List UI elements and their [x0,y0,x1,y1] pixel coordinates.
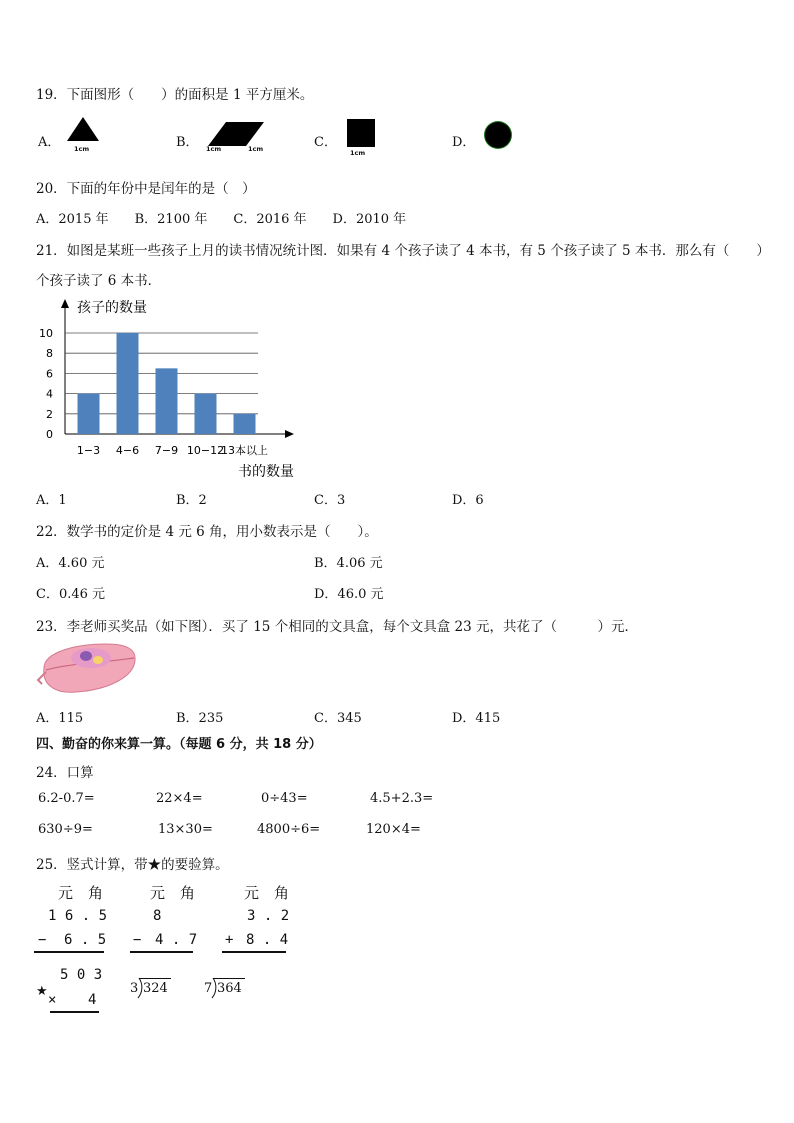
q24-expr-6: 13×30= [158,822,213,837]
q21-stem-line2: 个孩子读了 6 本书． [36,273,162,289]
vertical-2-bottom: 4 . 7 [155,932,198,948]
bar-2 [117,333,139,434]
vertical-1-bottom: 6 . 5 [64,932,107,948]
q21-option-c: C．3 [314,493,346,508]
division-1-dividend: 324 [143,981,168,996]
x-tick-label: 1−3 [76,444,101,457]
x-axis-arrow [285,430,294,438]
q22-option-b: B．4.06 元 [314,556,383,571]
vertical-1-top: 1 6 . 5 [48,908,108,924]
q24-stem: 24．口算 [36,765,94,781]
q23-stem: 23．李老师买奖品（如下图）．买了 15 个相同的文具盒，每个文具盒 23 元，共花了（ ）元． [36,619,638,635]
q24-expr-2: 22×4= [156,791,203,806]
q19-option-d: D． [452,135,476,150]
vertical-2-top: 8 [153,908,162,924]
mult-operator: × [48,992,57,1008]
bar-4 [195,394,217,434]
bar-3 [156,368,178,434]
q21-option-d: D．6 [452,493,484,508]
q19-option-c: C． [314,135,337,150]
q21-stem-line1: 21．如图是某班一些孩子上月的读书情况统计图．如果有 4 个孩子读了 4 本书，有 5 个孩子读了 5 本书．那么有（ ） [36,243,770,259]
q21-option-b: B．2 [176,493,207,508]
q24-expr-5: 630÷9= [38,822,93,837]
vertical-3-rule [222,951,286,953]
q25-stem: 25．竖式计算，带★的要验算。 [36,857,229,873]
vertical-3-top: 3 . 2 [247,908,290,924]
division-1-divisor: 3 [130,981,139,996]
q23-option-d: D．415 [452,711,501,726]
q20-stem: 20．下面的年份中是闰年的是（ ） [36,181,256,197]
y-tick-label: 8 [46,347,53,361]
bar-5 [234,414,256,434]
bar-chart [0,0,794,500]
x-tick-label: 7−9 [154,444,179,457]
q19-b-unit-left: 1cm [206,145,222,153]
mult-bottom: 4 [88,992,97,1008]
vertical-2-unit-header: 元 角 [150,884,196,902]
q24-expr-4: 4.5+2.3= [370,791,434,806]
q19-c-unit: 1cm [350,149,366,157]
y-tick-label: 0 [46,428,53,441]
vertical-2-rule [130,951,193,953]
q24-expr-3: 0÷43= [261,791,308,806]
q24-expr-8: 120×4= [366,822,421,837]
division-2-divisor: 7 [204,981,213,996]
q24-expr-7: 4800÷6= [257,822,321,837]
q19-option-a: A． [38,135,61,150]
q23-option-b: B．235 [176,711,224,726]
y-tick-label: 4 [46,387,53,401]
vertical-3-operator: + [225,932,234,948]
q19-option-b: B． [176,135,199,150]
q19-b-unit-right: 1cm [248,145,264,153]
vertical-1-rule [34,951,104,953]
mult-rule [50,1011,99,1013]
x-axis-label: 书的数量 [238,464,294,480]
chart-title: 孩子的数量 [77,300,147,316]
bar-1 [78,394,100,434]
q22-option-c: C．0.46 元 [36,587,106,602]
pencil-case-image [36,638,138,698]
division-2-dividend: 364 [217,981,242,996]
q19-stem: 19．下面图形（ ）的面积是 1 平方厘米。 [36,87,314,103]
q23-option-a: A．115 [36,711,84,726]
section-4-title: 四、勤奋的你来算一算。（每题 6 分，共 18 分） [36,737,322,752]
q21-option-a: A．1 [36,493,67,508]
star-icon: ★ [36,984,48,999]
mult-top: 5 0 3 [60,967,103,983]
vertical-1-unit-header: 元 角 [58,884,104,902]
q19-a-unit: 1cm [74,145,90,153]
vertical-1-operator: − [38,932,47,948]
q22-option-d: D．46.0 元 [314,587,384,602]
y-tick-label: 6 [46,367,53,381]
q20-options: A．2015 年 B．2100 年 C．2016 年 D．2010 年 [36,212,407,227]
q22-option-a: A．4.60 元 [36,556,105,571]
vertical-3-bottom: 8 . 4 [246,932,289,948]
x-tick-label: 4−6 [115,444,140,457]
q22-stem: 22．数学书的定价是 4 元 6 角，用小数表示是（ ）。 [36,524,378,540]
x-tick-label: 10−12 [186,444,225,457]
q23-option-c: C．345 [314,711,362,726]
y-tick-label: 10 [39,327,53,340]
y-axis-arrow [61,299,69,308]
vertical-2-operator: − [133,932,142,948]
x-tick-label: 13本以上 [221,444,268,457]
vertical-3-unit-header: 元 角 [244,884,290,902]
y-tick-label: 2 [46,407,53,421]
q24-expr-1: 6.2-0.7= [38,791,95,806]
